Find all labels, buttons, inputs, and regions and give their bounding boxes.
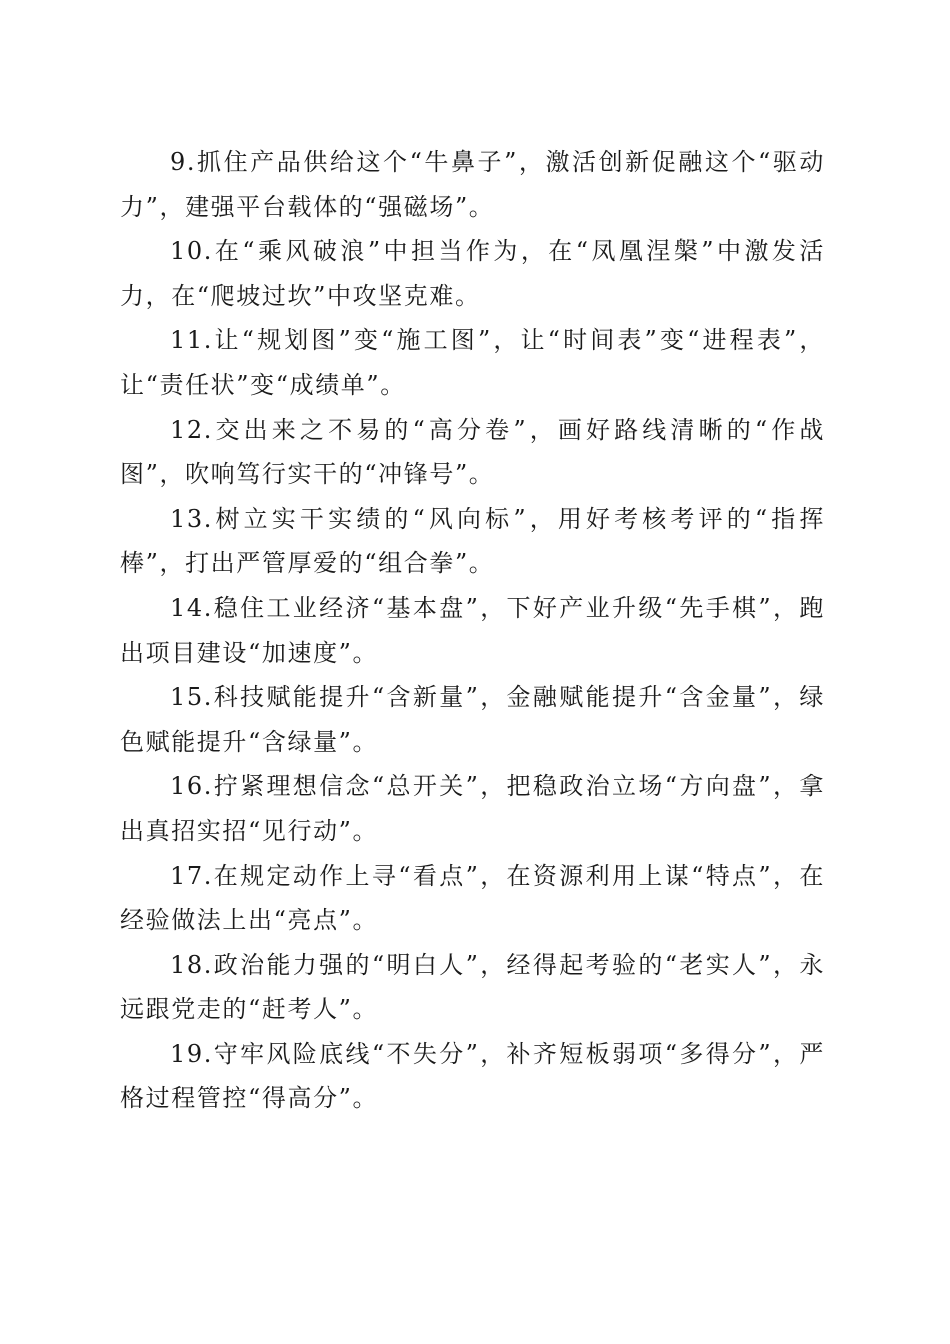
list-item: 16.拧紧理想信念“总开关”，把稳政治立场“方向盘”，拿出真招实招“见行动”。 xyxy=(120,772,825,845)
list-item: 14.稳住工业经济“基本盘”，下好产业升级“先手棋”，跑出项目建设“加速度”。 xyxy=(120,593,825,667)
list-item: 12.交出来之不易的“高分卷”，画好路线清晰的“作战图”，吹响笃行实干的“冲锋号”。 xyxy=(120,415,825,489)
list-item: 15.科技赋能提升“含新量”，金融赋能提升“含金量”，绿色赋能提升“含绿量”。 xyxy=(120,683,825,756)
list-item: 19.守牢风险底线“不失分”，补齐短板弱项“多得分”，严格过程管控“得高分”。 xyxy=(120,1039,825,1113)
list-item: 10.在“乘风破浪”中担当作为，在“凤凰涅槃”中激发活力，在“爬坡过坎”中攻坚克难。 xyxy=(120,237,825,310)
list-item: 17.在规定动作上寻“看点”，在资源利用上谋“特点”，在经验做法上出“亮点”。 xyxy=(120,861,825,935)
list-item: 11.让“规划图”变“施工图”，让“时间表”变“进程表”，让“责任状”变“成绩单”。 xyxy=(120,326,825,399)
list-item: 13.树立实干实绩的“风向标”，用好考核考评的“指挥棒”，打出严管厚爱的“组合拳”。 xyxy=(120,504,825,578)
document-body xyxy=(120,140,825,1121)
list-item: 18.政治能力强的“明白人”，经得起考验的“老实人”，永远跟党走的“赶考人”。 xyxy=(120,950,825,1024)
list-item: 9.抓住产品供给这个“牛鼻子”，激活创新促融这个“驱动力”，建强平台载体的“强磁场”。 xyxy=(120,148,825,221)
